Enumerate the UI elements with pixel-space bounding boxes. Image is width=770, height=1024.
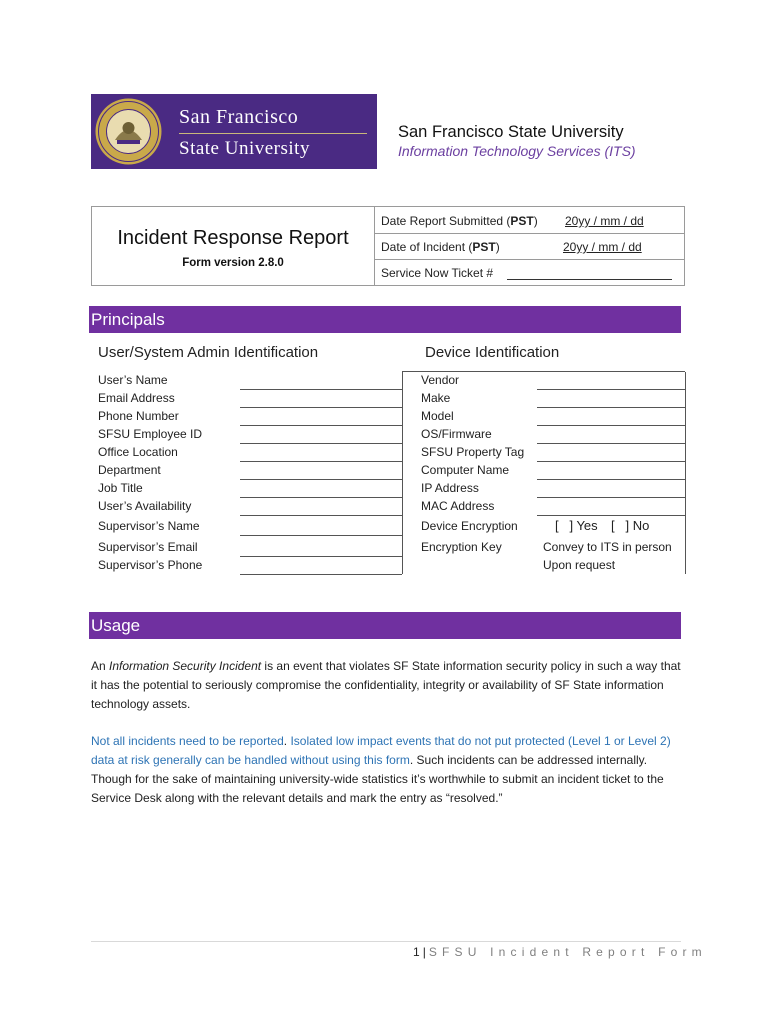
device-field-input[interactable] <box>537 425 685 426</box>
user-field-label: Supervisor’s Phone <box>98 558 203 572</box>
user-field-input[interactable] <box>240 497 402 498</box>
device-field-label: Vendor <box>421 373 460 387</box>
page-footer: 1 | SFSU Incident Report Form <box>413 945 707 959</box>
device-field-input[interactable] <box>537 479 685 480</box>
no-checkbox[interactable]: [ ] <box>611 518 630 533</box>
footer-title: SFSU Incident Report Form <box>428 945 707 959</box>
user-field-input[interactable] <box>240 535 402 536</box>
user-field-label: User’s Name <box>98 373 168 387</box>
logo-wordmark <box>171 100 373 163</box>
user-field-input[interactable] <box>240 574 402 575</box>
encryption-no-option[interactable] <box>611 518 649 533</box>
logo-line-1: San Francisco <box>179 106 299 128</box>
device-field-label: Model <box>421 409 454 423</box>
device-field-input[interactable] <box>537 407 685 408</box>
date-submitted-row <box>375 207 685 234</box>
principals-heading: Principals <box>91 310 165 329</box>
device-field-label: Device Encryption <box>421 519 518 533</box>
user-field-label: Supervisor’s Name <box>98 519 200 533</box>
logo-rule <box>179 133 367 134</box>
user-field-label: SFSU Employee ID <box>98 427 203 441</box>
device-field-label: MAC Address <box>421 499 495 513</box>
report-title-cell <box>92 207 375 285</box>
user-field-input[interactable] <box>240 425 402 426</box>
department-name: Information Technology Services (ITS) <box>398 143 636 159</box>
user-column-border <box>402 372 403 574</box>
no-label: No <box>632 518 650 533</box>
device-field-input[interactable] <box>537 497 685 498</box>
sfsu-logo <box>91 94 377 169</box>
device-field-label: Computer Name <box>421 463 510 477</box>
date-of-incident-label: Date of Incident (PST) <box>381 240 500 254</box>
user-field-input[interactable] <box>240 515 402 516</box>
user-field-label: User’s Availability <box>98 499 192 513</box>
user-field-input[interactable] <box>240 479 402 480</box>
device-field-label: Encryption Key <box>421 540 502 554</box>
ticket-field[interactable] <box>507 279 672 280</box>
report-header-table <box>91 206 685 286</box>
encryption-key-note-2: Upon request <box>543 558 616 572</box>
user-field-input[interactable] <box>240 461 402 462</box>
device-column-border <box>685 372 686 574</box>
user-field-input[interactable] <box>240 443 402 444</box>
device-identification-heading: Device Identification <box>425 344 560 361</box>
date-submitted-label: Date Report Submitted (PST) <box>381 214 538 228</box>
device-field-label: Make <box>421 391 451 405</box>
device-table-top-border <box>402 371 685 372</box>
date-of-incident-field[interactable]: 20yy / mm / dd <box>563 240 642 254</box>
user-identification-heading: User/System Admin Identification <box>98 344 319 361</box>
user-field-label: Department <box>98 463 161 477</box>
university-seal-icon <box>93 96 164 167</box>
user-field-input[interactable] <box>240 389 402 390</box>
ticket-label: Service Now Ticket # <box>381 266 494 280</box>
footer-rule <box>91 941 681 942</box>
usage-section-bar <box>89 612 681 639</box>
university-name: San Francisco State University <box>398 123 624 141</box>
device-field-label: IP Address <box>421 481 479 495</box>
date-of-incident-row <box>375 233 685 260</box>
user-field-label: Supervisor’s Email <box>98 540 198 554</box>
user-field-input[interactable] <box>240 556 402 557</box>
usage-paragraph-2: Not all incidents need to be reported. Isolated low impact events that do not put protected (Level 1 or Level 2) data at risk generally can be handled without using this form. Such incidents can be addressed internally. Though for the sake of maintaining university-wide statistics it’s worthwhile to submit an incident ticket to the Service Desk along with the relevant details and mark the entry as “resolved.” <box>91 734 671 805</box>
device-field-input[interactable] <box>537 389 685 390</box>
principals-section-bar <box>89 306 681 333</box>
usage-paragraph-1: An Information Security Incident is an event that violates SF State information security policy in such a way that it has the potential to seriously compromise the confidentiality, integrity or availability of SF State information technology assets. <box>91 659 681 711</box>
encryption-yes-option[interactable] <box>555 518 598 533</box>
user-field-label: Phone Number <box>98 409 179 423</box>
page-number: 1 <box>413 945 420 959</box>
encryption-key-note-1: Convey to ITS in person <box>543 540 672 554</box>
ticket-row <box>375 259 685 285</box>
usage-heading: Usage <box>91 616 141 635</box>
yes-label: Yes <box>576 518 598 533</box>
device-field-input[interactable] <box>537 515 685 516</box>
device-field-label: SFSU Property Tag <box>421 445 525 459</box>
user-field-label: Job Title <box>98 481 143 495</box>
user-field-input[interactable] <box>240 407 402 408</box>
device-field-label: OS/Firmware <box>421 427 492 441</box>
date-submitted-field[interactable]: 20yy / mm / dd <box>565 214 644 228</box>
report-title: Incident Response Report <box>117 227 349 249</box>
user-field-label: Email Address <box>98 391 175 405</box>
logo-line-2: State University <box>179 138 310 159</box>
yes-checkbox[interactable]: [ ] <box>555 518 574 533</box>
user-field-label: Office Location <box>98 445 178 459</box>
form-version: Form version 2.8.0 <box>182 257 284 269</box>
device-field-input[interactable] <box>537 443 685 444</box>
device-field-input[interactable] <box>537 461 685 462</box>
